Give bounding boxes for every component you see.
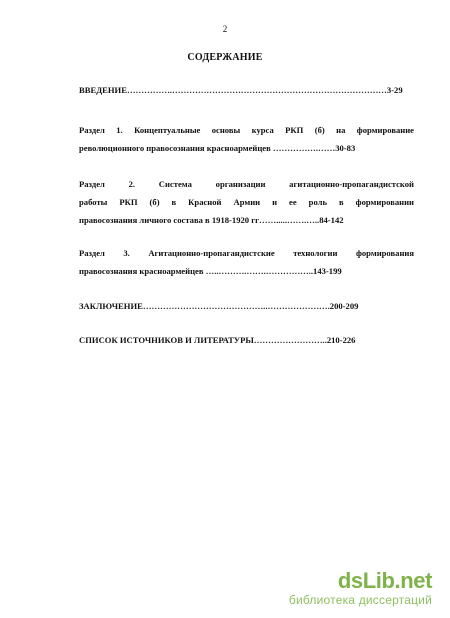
dslib-subtitle: библиотека диссертаций: [288, 593, 432, 607]
toc-entry-line: правосознания красноармейцев …..……….…….……………..143-199: [79, 266, 342, 276]
toc-entry-bibliography[interactable]: [79, 331, 414, 349]
toc-entry-line: Раздел 2. Система организации агитационно-пропагандистской: [79, 179, 414, 189]
toc-entry-introduction[interactable]: [79, 81, 414, 99]
brand-part-net: .net: [394, 568, 432, 593]
toc-entry-line: Раздел 1. Концептуальные основы курса РКП (б) на формирование: [79, 125, 414, 135]
toc-entry-line: Раздел 3. Агитационно-пропагандистские технологии формирования: [79, 248, 414, 258]
toc-entry-line: правосознания личного состава в 1918-1920 гг…….....…….…..84-142: [79, 215, 344, 225]
toc-entry-conclusion[interactable]: [79, 297, 414, 315]
toc-entry-section-3[interactable]: [79, 244, 414, 280]
page-number: 2: [222, 24, 228, 34]
toc-title: СОДЕРЖАНИЕ: [187, 52, 263, 63]
brand-part-ds: ds: [337, 568, 363, 593]
toc-entry-line: ЗАКЛЮЧЕНИЕ……………………………………..………………….200-209: [79, 301, 359, 311]
toc-entry-section-1[interactable]: [79, 121, 414, 157]
toc-entry-line: работы РКП (б) в Красной Армии и ее роль в формировании: [79, 197, 414, 207]
brand-part-lib: Lib: [362, 568, 395, 593]
toc-entry-line: СПИСОК ИСТОЧНИКОВ И ЛИТЕРАТУРЫ……………………..210-226: [79, 335, 356, 345]
dslib-brand: [289, 570, 432, 592]
toc-entry-line: ВВЕДЕНИЕ…………….…………………………………………………………………3-29: [79, 85, 403, 95]
toc-entry-line: революционного правосознания красноармейцев …………….……30-83: [79, 143, 356, 153]
dslib-watermark-logo[interactable]: [289, 570, 432, 606]
toc-entry-section-2[interactable]: [79, 175, 414, 229]
